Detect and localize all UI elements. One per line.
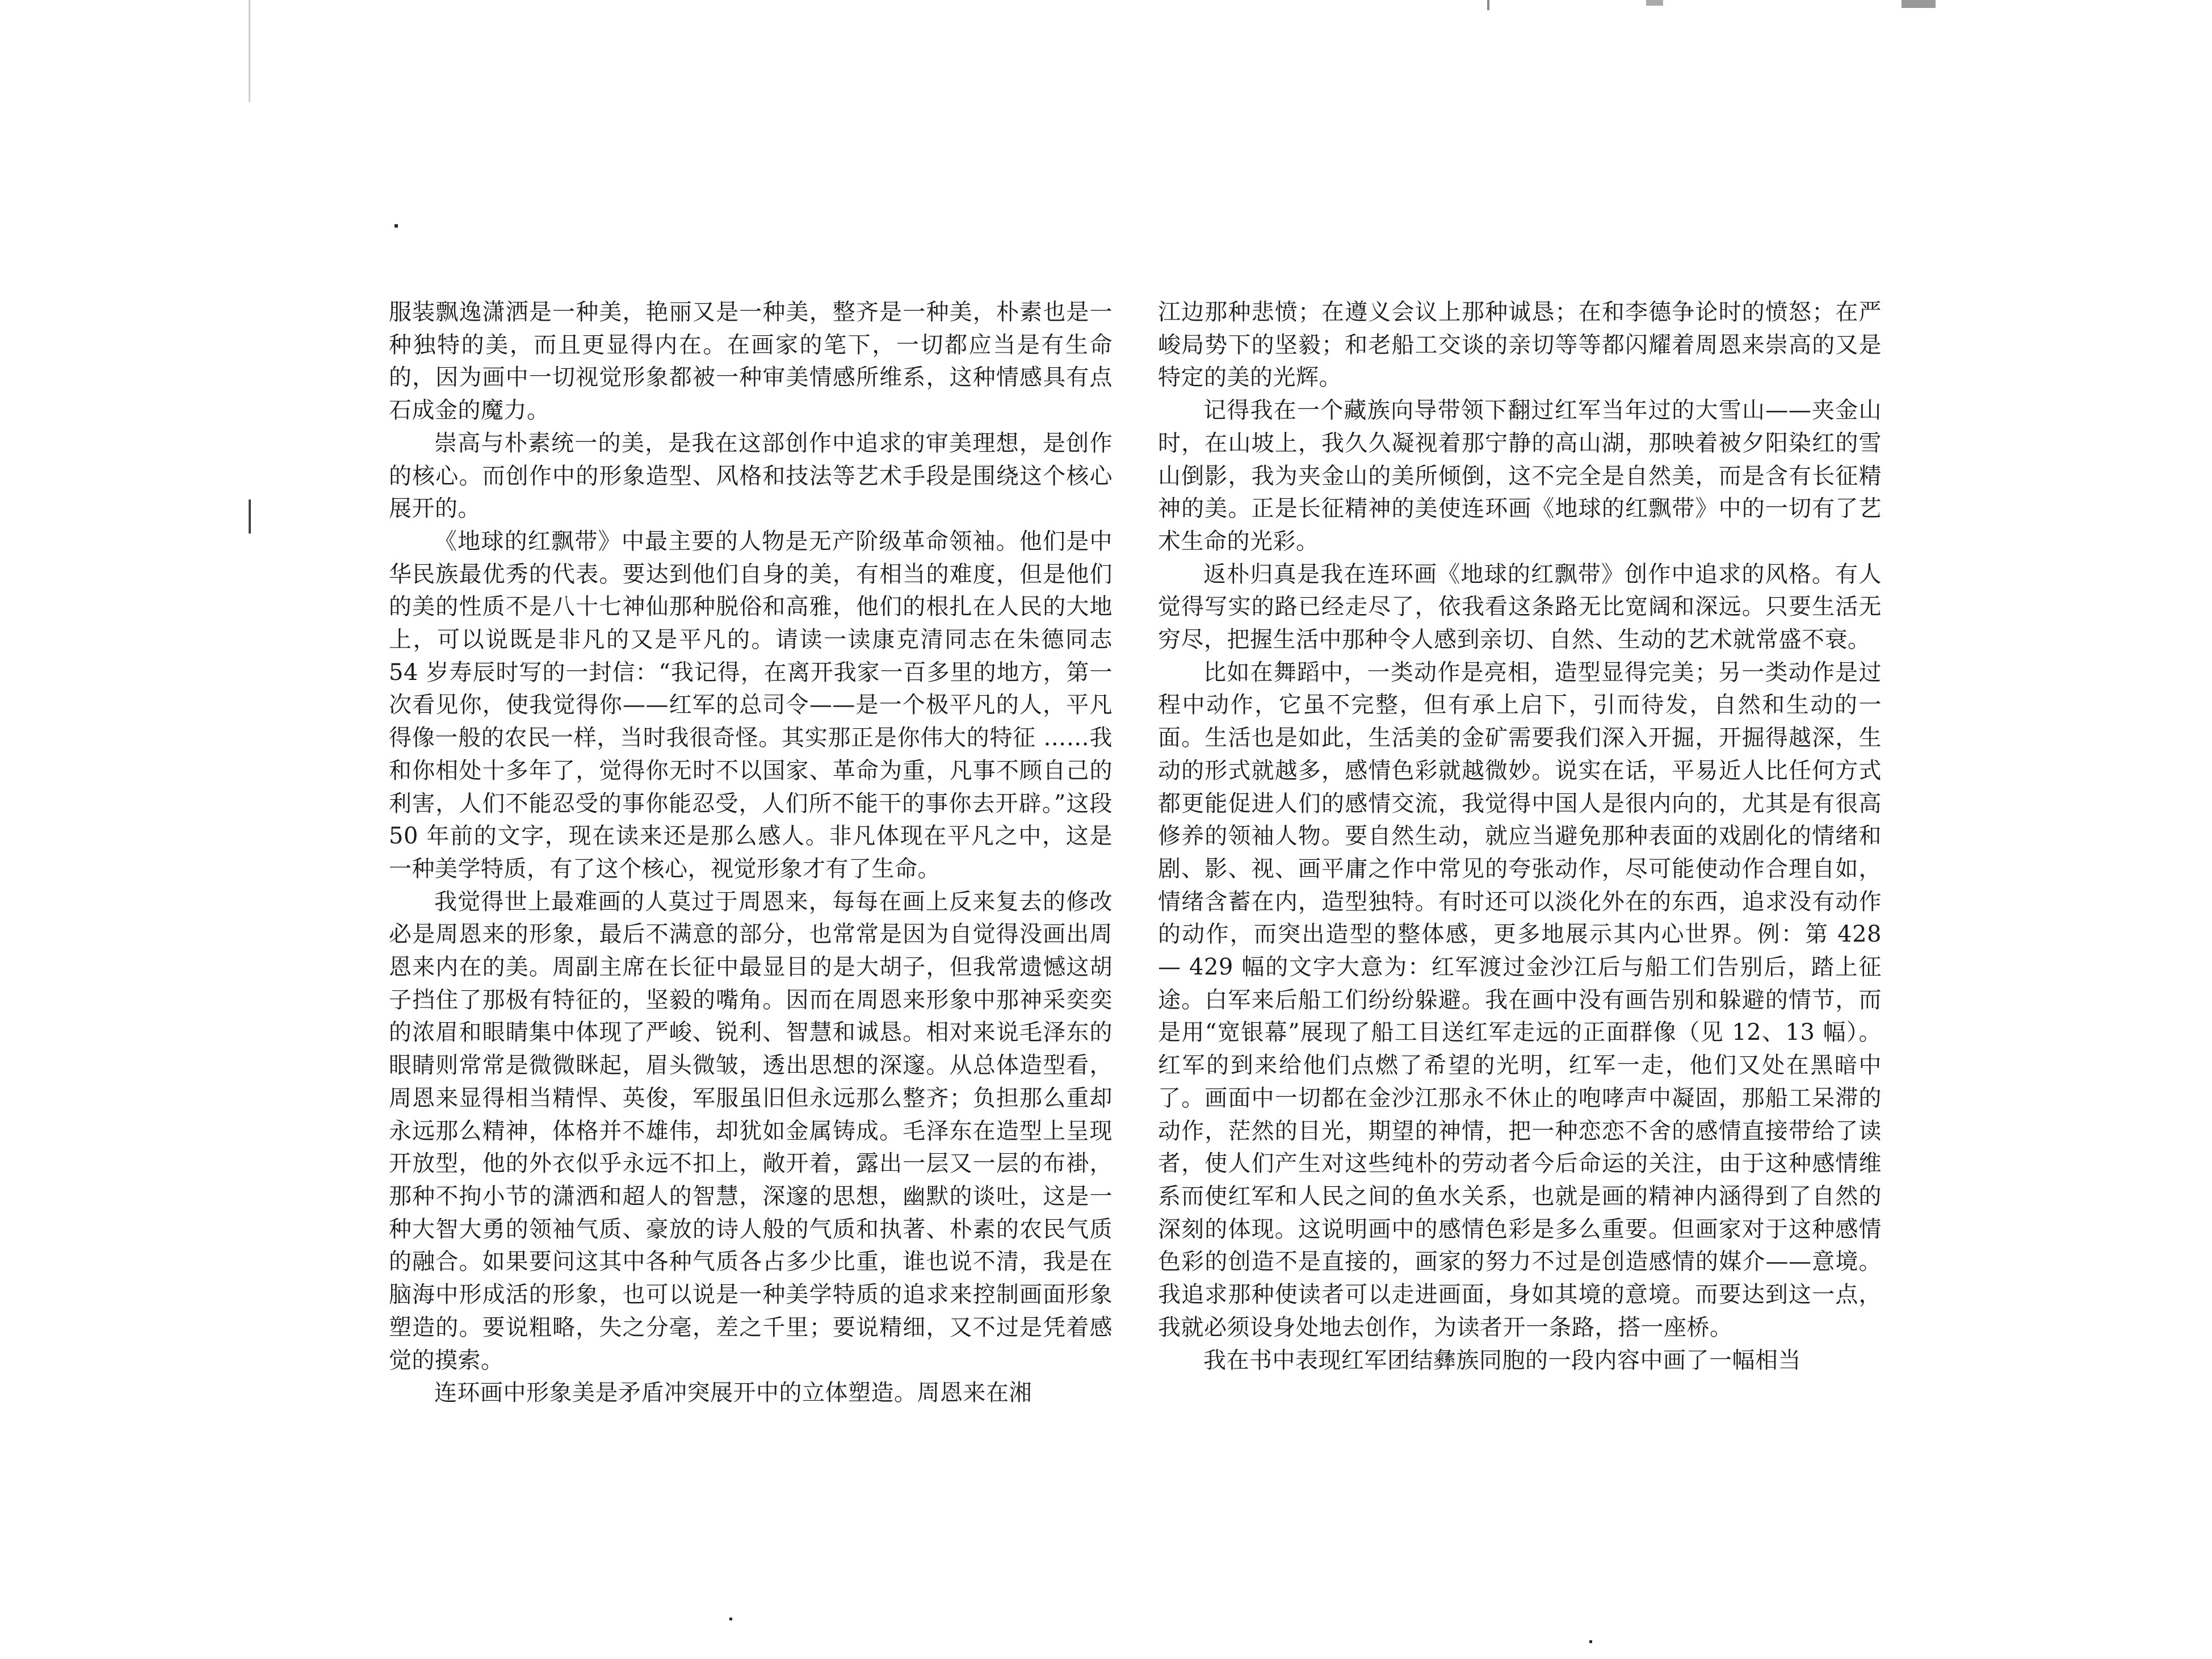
paragraph: 崇高与朴素统一的美，是我在这部创作中追求的审美理想，是创作的核心。而创作中的形象造型、风格和技法等艺术手段是围绕这个核心展开的。 [389,430,1113,522]
scan-speck [729,1618,732,1620]
scan-speck [1487,0,1489,10]
scan-speck [1902,0,1936,8]
paragraph: 我在书中表现红军团结彝族同胞的一段内容中画了一幅相当 [1203,1347,1801,1374]
scan-edge-mark [249,499,251,534]
paragraph: 返朴归真是我在连环画《地球的红飘带》创作中追求的风格。有人觉得写实的路已经走尽了，依我看这条路无比宽阔和深远。只要生活无穷尽，把握生活中那种令人感到亲切、自然、生动的艺术就常盛不衰。 [1158,561,1882,653]
scan-speck [394,224,398,228]
scan-speck [1646,0,1663,6]
paragraph: 比如在舞蹈中，一类动作是亮相，造型显得完美；另一类动作是过程中动作，它虽不完整，但有承上启下，引而待发，自然和生动的一面。生活也是如此，生活美的金矿需要我们深入开掘，开掘得越深，生动的形式就越多，感情色彩就越微妙。说实在话，平易近人比任何方式都更能促进人们的感情交流，我觉得中国人是很内向的，尤其是有很高修养的领袖人物。要自然生动，就应当避免那种表面的戏剧化的情绪和剧、影、视、画平庸之作中常见的夸张动作，尽可能使动作合理自如，情绪含蓄在内，造型独特。有时还可以淡化外在的东西，追求没有动作的动作，而突出造型的整体感，更多地展示其内心世界。例：第 428 — 429 幅的文字大意为：红军渡过金沙江后与船工们告别后，踏上征途。白军来后船工们纷纷躲避。我在画中没有画告别和躲避的情节，而是用“宽银幕”展现了船工目送红军走远的正面群像（见 12、13 幅）。红军的到来给他们点燃了希望的光明，红军一走，他们又处在黑暗中了。画面中一切都在金沙江那永不休止的咆哮声中凝固，那船工呆滞的动作，茫然的目光，期望的神情，把一种恋恋不舍的感情直接带给了读者，使人们产生对这些纯朴的劳动者今后命运的关注，由于这种感情维系而使红军和人民之间的鱼水关系，也就是画的精神内涵得到了自然的深刻的体现。这说明画中的感情色彩是多么重要。但画家对于这种感情色彩的创造不是直接的，画家的努力不过是创造感情的媒介——意境。我追求那种使读者可以走进画面，身如其境的意境。而要达到这一点，我就必须设身处地去创作，为读者开一条路，搭一座桥。 [1158,659,1882,1341]
paragraph: 连环画中形象美是矛盾冲突展开中的立体塑造。周恩来在湘 [434,1380,1032,1406]
right-text-column [1158,296,1882,1377]
left-text-column [389,296,1113,1410]
scan-edge-mark [249,0,250,102]
paragraph: 我觉得世上最难画的人莫过于周恩来，每每在画上反来复去的修改必是周恩来的形象，最后不满意的部分，也常常是因为自觉得没画出周恩来内在的美。周副主席在长征中最显目的是大胡子，但我常遗憾这胡子挡住了那极有特征的，坚毅的嘴角。因而在周恩来形象中那神采奕奕的浓眉和眼睛集中体现了严峻、锐利、智慧和诚恳。相对来说毛泽东的眼睛则常常是微微眯起，眉头微皱，透出思想的深邃。从总体造型看，周恩来显得相当精悍、英俊，军服虽旧但永远那么整齐；负担那么重却永远那么精神，体格并不雄伟，却犹如金属铸成。毛泽东在造型上呈现开放型，他的外衣似乎永远不扣上，敞开着，露出一层又一层的布褂，那种不拘小节的潇洒和超人的智慧，深邃的思想，幽默的谈吐，这是一种大智大勇的领袖气质、豪放的诗人般的气质和执著、朴素的农民气质的融合。如果要问这其中各种气质各占多少比重，谁也说不清，我是在脑海中形成活的形象，也可以说是一种美学特质的追求来控制画面形象塑造的。要说粗略，失之分毫，差之千里；要说精细，又不过是凭着感觉的摸索。 [389,888,1113,1374]
paragraph: 记得我在一个藏族向导带领下翻过红军当年过的大雪山——夹金山时，在山坡上，我久久凝视着那宁静的高山湖，那映着被夕阳染红的雪山倒影，我为夹金山的美所倾倒，这不完全是自然美，而是含有长征精神的美。正是长征精神的美使连环画《地球的红飘带》中的一切有了艺术生命的光彩。 [1158,397,1882,555]
paragraph: 《地球的红飘带》中最主要的人物是无产阶级革命领袖。他们是中华民族最优秀的代表。要达到他们自身的美，有相当的难度，但是他们的美的性质不是八十七神仙那种脱俗和高雅，他们的根扎在人民的大地上，可以说既是非凡的又是平凡的。请读一读康克清同志在朱德同志 54 岁寿辰时写的一封信：“我记得，在离开我家一百多里的地方，第一次看见你，使我觉得你——红军的总司令——是一个极平凡的人，平凡得像一般的农民一样，当时我很奇怪。其实那正是你伟大的特征 ……我和你相处十多年了，觉得你无时不以国家、革命为重，凡事不顾自己的利害，人们不能忍受的事你能忍受，人们所不能干的事你去开辟。”这段 50 年前的文字，现在读来还是那么感人。非凡体现在平凡之中，这是一种美学特质，有了这个核心，视觉形象才有了生命。 [389,528,1113,882]
paragraph: 江边那种悲愤；在遵义会议上那种诚恳；在和李德争论时的愤怒；在严峻局势下的坚毅；和老船工交谈的亲切等等都闪耀着周恩来崇高的又是特定的美的光辉。 [1158,299,1882,391]
paragraph: 服装飘逸潇洒是一种美，艳丽又是一种美，整齐是一种美，朴素也是一种独特的美，而且更显得内在。在画家的笔下，一切都应当是有生命的，因为画中一切视觉形象都被一种审美情感所维系，这种情感具有点石成金的魔力。 [389,299,1113,424]
scan-speck [1589,1640,1592,1643]
